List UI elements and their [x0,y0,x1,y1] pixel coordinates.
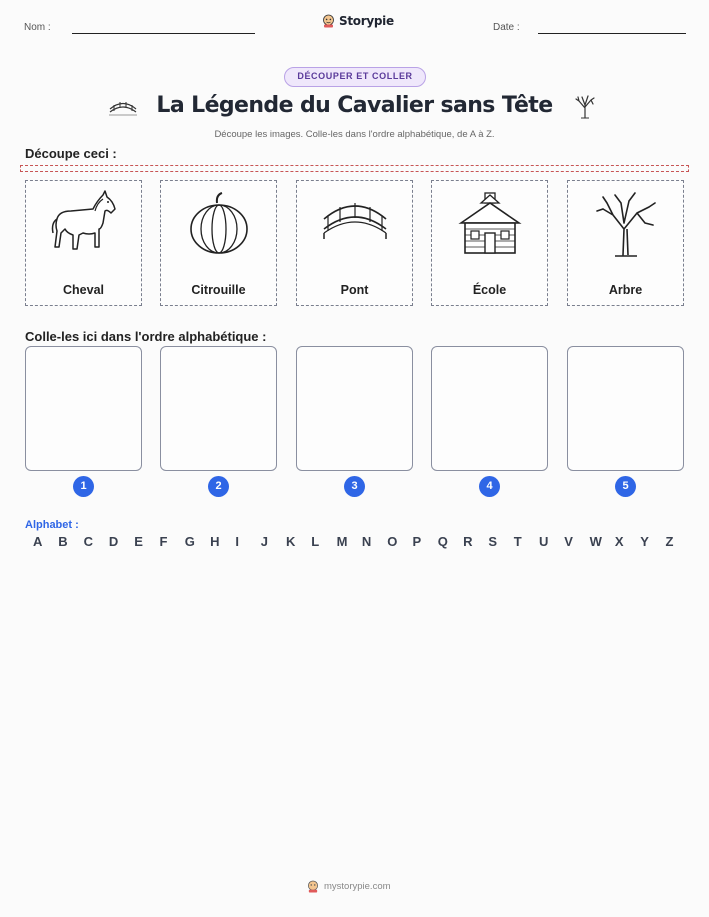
cut-line [20,165,689,172]
alphabet-letter: X [614,534,624,549]
date-line [538,33,686,34]
name-line [72,33,255,34]
card-label: Pont [340,283,369,297]
storypie-mascot-icon [307,880,319,893]
schoolhouse-icon [455,189,525,259]
bridge-icon [320,189,390,249]
alphabet-label: Alphabet : [25,519,79,531]
cut-section-label: Découpe ceci : [25,146,117,161]
paste-slot-1[interactable] [25,346,142,471]
alphabet-letter: T [513,534,522,549]
page-title: La Légende du Cavalier sans Tête [156,93,553,118]
alphabet-letter: C [83,534,93,549]
alphabet-letter: F [159,534,168,549]
alphabet-letter: Y [640,534,649,549]
slot-number-3: 3 [344,476,365,497]
paste-section-label: Colle-les ici dans l'ordre alphabétique : [25,329,267,344]
alphabet-letter: S [488,534,498,549]
card-cheval[interactable] [25,180,142,306]
alphabet-letter: U [539,534,549,549]
paste-slot-3[interactable] [296,346,413,471]
alphabet-letter: Q [437,534,448,549]
title-row [0,93,709,123]
storypie-mascot-icon [322,14,335,28]
bridge-doodle-icon [108,95,138,117]
tree-icon [591,189,661,259]
instructions: Découpe les images. Colle-les dans l'ordre alphabétique, de A à Z. [214,129,495,140]
paste-slot-5[interactable] [567,346,684,471]
card-pont[interactable] [296,180,413,306]
activity-badge: DÉCOUPER ET COLLER [284,67,426,87]
alphabet-letter: K [286,534,296,549]
alphabet-letter: B [58,534,68,549]
alphabet-letter: G [184,534,195,549]
paste-slot-4[interactable] [431,346,548,471]
date-label: Date : [493,22,520,33]
alphabet-letter: D [108,534,119,549]
alphabet-letter: E [134,534,143,549]
slot-number-5: 5 [615,476,636,497]
alphabet-letter: O [387,534,398,549]
card-citrouille[interactable] [160,180,277,306]
tree-doodle-icon [572,93,598,119]
alphabet-letter: V [564,534,573,549]
slot-number-1: 1 [73,476,94,497]
footer-url: mystorypie.com [324,881,391,892]
pumpkin-icon [184,189,254,259]
footer [307,880,391,893]
paste-slot-2[interactable] [160,346,277,471]
card-label: Cheval [63,283,104,297]
alphabet-letter: Z [665,534,674,549]
card-label: Arbre [608,283,643,297]
alphabet-letter: M [336,534,348,549]
alphabet-letter: P [412,534,422,549]
alphabet-letter: J [260,534,268,549]
alphabet-row [33,534,683,550]
card-ecole[interactable] [431,180,548,306]
alphabet-letter: R [463,534,473,549]
brand-logo [322,14,394,28]
alphabet-letter: A [33,534,43,549]
alphabet-letter: I [235,534,240,549]
alphabet-letter: L [311,534,320,549]
alphabet-letter: W [589,534,602,549]
name-label: Nom : [24,22,51,33]
card-label: Citrouille [191,283,246,297]
slot-number-4: 4 [479,476,500,497]
worksheet-header [0,14,709,44]
brand-name: Storypie [339,14,394,28]
horse-icon [49,189,119,259]
slot-number-2: 2 [208,476,229,497]
alphabet-letter: N [361,534,372,549]
alphabet-letter: H [210,534,220,549]
card-label: École [472,283,507,297]
card-arbre[interactable] [567,180,684,306]
